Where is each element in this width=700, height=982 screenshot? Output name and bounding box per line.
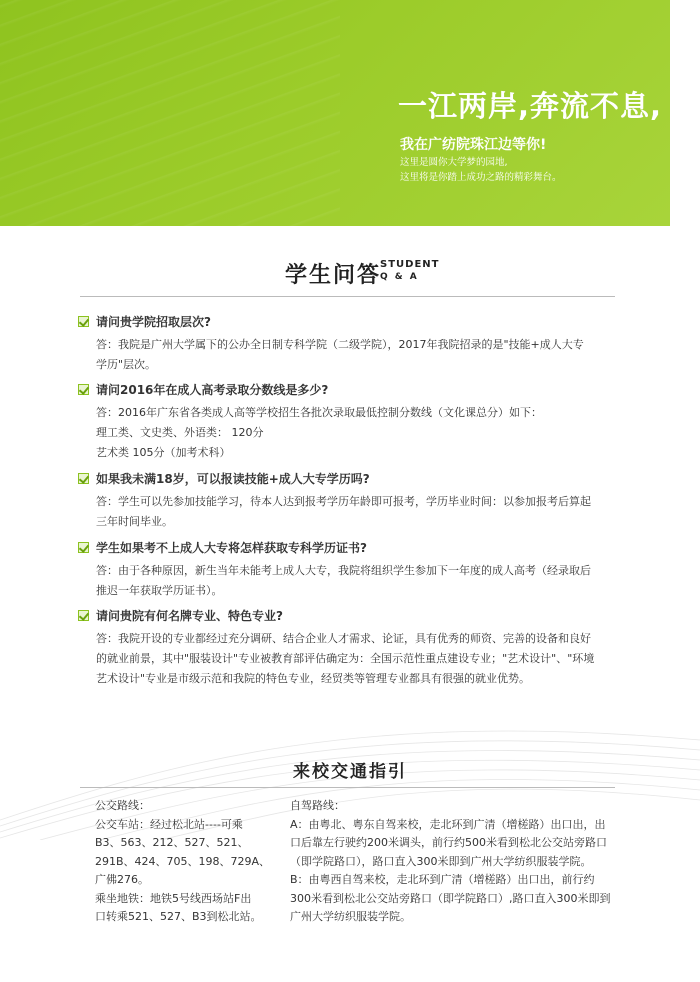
bus-line: 广佛276。 (95, 873, 149, 886)
drive-line: A：由粤北、粤东自驾来校，走北环到广清（增槎路）出口出，出 (290, 817, 606, 831)
faq-answer (78, 335, 638, 375)
checkbox-icon (78, 316, 89, 327)
faq-answer-line: 艺术设计"专业是市级示范和我院的特色专业，经贸类等管理专业都具有很强的就业优势。 (96, 672, 531, 685)
faq-item-2 (78, 381, 638, 463)
faq-item-5 (78, 607, 638, 689)
bus-line: 口转乘521、527、B3到松北站。 (95, 910, 262, 923)
faq-answer (78, 403, 638, 463)
faq-question (78, 381, 638, 399)
drive-line: 口后靠左行驶约200米调头，前行约500米看到松北公交站旁路口 (290, 836, 607, 849)
faq-question (78, 470, 638, 488)
checkbox-icon (78, 542, 89, 553)
banner-tagline-1: 这里是圆你大学梦的园地, (400, 157, 508, 168)
bus-line: 291B、424、705、198、729A、 (95, 854, 271, 868)
drive-line: 广州大学纺织服装学院。 (290, 910, 411, 923)
checkbox-icon (78, 384, 89, 395)
faq-answer (78, 492, 638, 532)
bus-line: B3、563、212、527、521、 (95, 836, 249, 849)
bus-route-info (95, 797, 280, 927)
faq-answer (78, 561, 638, 601)
header-banner (0, 0, 670, 226)
faq-question-text: 请问贵院有何名牌专业、特色专业? (96, 609, 283, 623)
banner-subslogan: 我在广纺院珠江边等你! (400, 137, 547, 153)
qa-title-en-student: STUDENT (380, 259, 440, 270)
faq-question-text: 如果我未满18岁，可以报读技能+成人大专学历吗? (96, 472, 370, 486)
qa-title: 学生问答 (285, 263, 382, 288)
bus-line: 公交路线： (95, 799, 150, 812)
faq-answer-line: 学历"层次。 (96, 358, 157, 371)
faq-question-text: 请问贵学院招取层次? (96, 315, 211, 329)
faq-answer-line: 答：我院开设的专业都经过充分调研、结合企业人才需求、论证，具有优秀的师资、完善的设备和良好 (96, 632, 591, 645)
drive-line: B：由粤西自驾来校，走北环到广清（增槎路）出口出，前行约 (290, 873, 595, 886)
faq-answer (78, 629, 638, 689)
banner-texture (0, 0, 340, 226)
faq-answer-line: 答：由于各种原因，新生当年未能考上成人大专，我院将组织学生参加下一年度的成人高考（经录取后 (96, 564, 591, 577)
faq-answer-line: 答：学生可以先参加技能学习，待本人达到报考学历年龄即可报考，学历毕业时间：以参加报考后算起 (96, 495, 591, 508)
qa-divider (80, 296, 615, 297)
faq-question (78, 313, 638, 331)
faq-question-text: 请问2016年在成人高考录取分数线是多少? (96, 383, 329, 397)
transport-title: 来校交通指引 (293, 762, 407, 782)
drive-line: 300米看到松北公交站旁路口（即学院路口）,路口直入300米即到 (290, 891, 611, 905)
faq-answer-line: 的就业前景，其中"服装设计"专业被教育部评估确定为：全国示范性重点建设专业；"艺术设计"、"环境 (96, 652, 595, 665)
faq-item-3 (78, 470, 638, 532)
faq-answer-line: 艺术类 105分（加考术科） (96, 446, 231, 459)
checkbox-icon (78, 473, 89, 484)
checkbox-icon (78, 610, 89, 621)
faq-item-4 (78, 539, 638, 601)
transport-divider (80, 787, 615, 788)
banner-slogan: 一江两岸,奔流不息, (398, 89, 663, 123)
faq-answer-line: 答：我院是广州大学属下的公办全日制专科学院（二级学院），2017年我院招录的是"技能+成人大专 (96, 338, 584, 351)
bus-line: 公交车站：经过松北站----可乘 (95, 817, 243, 831)
bus-line: 乘坐地铁：地铁5号线西场站F出 (95, 891, 252, 905)
faq-answer-line: 理工类、文史类、外语类： 120分 (96, 426, 264, 439)
faq-answer-line: 推迟一年获取学历证书）。 (96, 584, 223, 597)
qa-title-en-qa: Q & A (380, 272, 419, 282)
drive-line: （即学院路口），路口直入300米即到广州大学纺织服装学院。 (290, 854, 592, 868)
faq-question-text: 学生如果考不上成人大专将怎样获取专科学历证书? (96, 541, 367, 555)
banner-tagline-2: 这里将是你踏上成功之路的精彩舞台。 (400, 172, 562, 183)
faq-answer-line: 答：2016年广东省各类成人高等学校招生各批次录取最低控制分数线（文化课总分）如下： (96, 406, 542, 419)
qa-heading (0, 256, 700, 296)
drive-line: 自驾路线： (290, 799, 345, 812)
faq-question (78, 539, 638, 557)
faq-item-1 (78, 313, 638, 375)
driving-route-info (290, 797, 635, 927)
faq-question (78, 607, 638, 625)
faq-answer-line: 三年时间毕业。 (96, 515, 173, 528)
